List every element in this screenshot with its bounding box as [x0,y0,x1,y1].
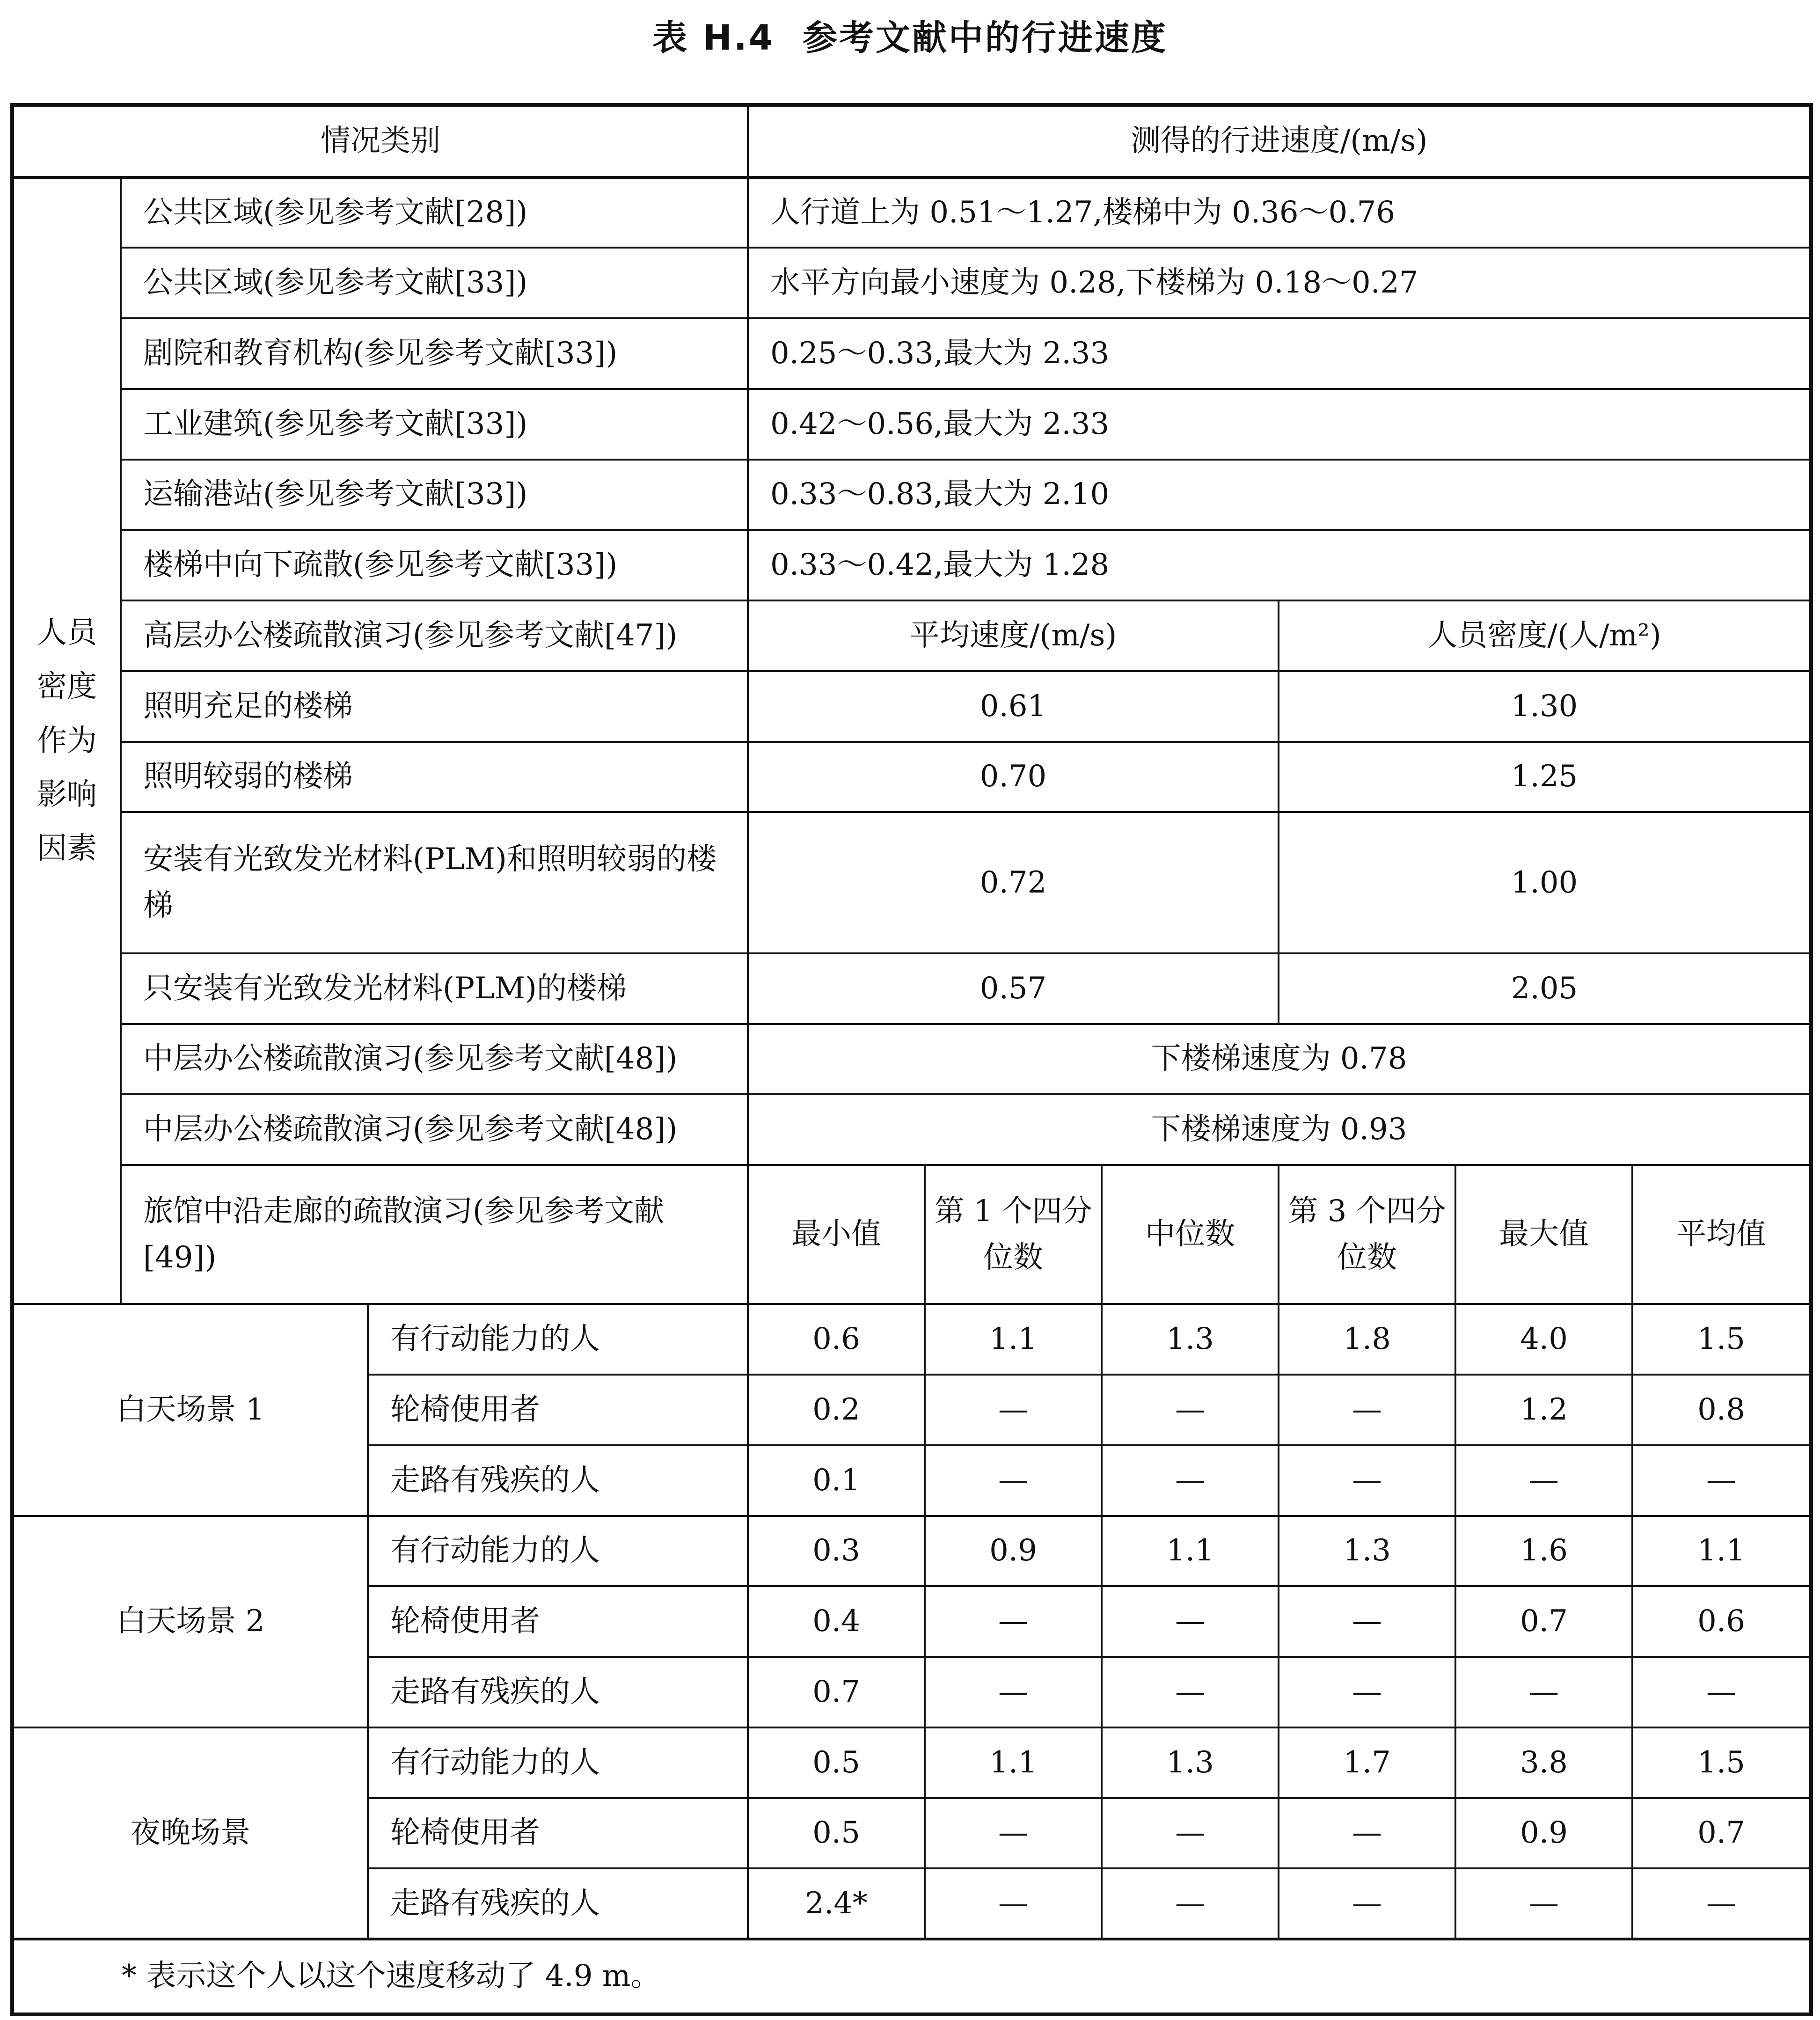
speed-value: 0.2 [748,1375,925,1445]
table-row [12,1304,1811,1375]
speed-value: 0.6 [1632,1586,1811,1657]
speed-value: — [1632,1868,1811,1939]
speed-value: — [1455,1657,1632,1727]
table-row [12,318,1811,389]
table-row [12,1165,1811,1304]
table-row [12,1516,1811,1587]
speed-value: — [1102,1868,1279,1939]
speed-value: 1.3 [1102,1304,1279,1375]
office-row-density: 2.05 [1279,953,1811,1024]
speed-value: 3.8 [1455,1727,1632,1798]
office-row-label: 只安装有光致发光材料(PLM)的楼梯 [121,953,748,1024]
speed-value: 1.5 [1632,1727,1811,1798]
group-label-line: 影响 [37,777,97,812]
office-row-speed: 0.57 [748,953,1279,1024]
speed-value: — [1632,1657,1811,1727]
group-label-line: 人员 [37,615,97,651]
table-row [12,460,1811,530]
travel-speed-table [10,103,1813,2016]
mid-row-label: 中层办公楼疏散演习(参见参考文献[48]) [121,1024,748,1095]
speed-value: 0.8 [1632,1375,1811,1445]
office-row-speed: 0.61 [748,671,1279,742]
speed-value: — [925,1375,1102,1445]
speed-value: — [1102,1657,1279,1727]
table-row [12,742,1811,812]
scenario-name: 夜晚场景 [12,1727,368,1939]
table-row [12,389,1811,460]
speed-value: — [1279,1868,1455,1939]
mid-row-label: 中层办公楼疏散演习(参见参考文献[48]) [121,1094,748,1165]
speed-value: — [925,1445,1102,1516]
person-type: 有行动能力的人 [368,1304,748,1375]
speed-value: 4.0 [1455,1304,1632,1375]
col-average-speed: 平均速度/(m/s) [748,600,1279,671]
row-label: 工业建筑(参见参考文献[33]) [121,389,748,460]
office-row-label: 照明充足的楼梯 [121,671,748,742]
table-row [12,671,1811,742]
hotel-col-header: 平均值 [1632,1165,1811,1304]
office-row-label: 安装有光致发光材料(PLM)和照明较弱的楼梯 [121,812,748,953]
scenario-name: 白天场景 1 [12,1304,368,1515]
table-row [12,953,1811,1024]
speed-value: 0.3 [748,1516,925,1587]
row-label: 运输港站(参见参考文献[33]) [121,460,748,530]
speed-value: 2.4* [748,1868,925,1939]
person-type: 轮椅使用者 [368,1586,748,1657]
speed-value: — [1455,1445,1632,1516]
speed-value: 1.1 [925,1304,1102,1375]
speed-value: — [1455,1868,1632,1939]
person-type: 有行动能力的人 [368,1727,748,1798]
mid-row-value: 下楼梯速度为 0.93 [748,1094,1811,1165]
speed-value: 0.5 [748,1727,925,1798]
group-label-line: 密度 [37,669,97,704]
table-row [12,1094,1811,1165]
header-category: 情况类别 [12,105,748,177]
speed-value: — [1102,1445,1279,1516]
hotel-col-header: 最大值 [1455,1165,1632,1304]
speed-value: — [1279,1657,1455,1727]
row-label: 剧院和教育机构(参见参考文献[33]) [121,318,748,389]
office-row-speed: 0.72 [748,812,1279,953]
speed-value: 0.6 [748,1304,925,1375]
speed-value: 1.1 [925,1727,1102,1798]
scenario-name: 白天场景 2 [12,1516,368,1727]
speed-value: 1.1 [1102,1516,1279,1587]
table-row [12,177,1811,248]
footnote: * 表示这个人以这个速度移动了 4.9 m。 [12,1939,1811,2014]
table-row [12,1939,1811,2014]
speed-value: 0.1 [748,1445,925,1516]
hotel-study-label: 旅馆中沿走廊的疏散演习(参见参考文献[49]) [121,1165,748,1304]
group-label [12,177,121,1304]
header-measured-speed: 测得的行进速度/(m/s) [748,105,1811,177]
speed-value: — [925,1657,1102,1727]
person-type: 轮椅使用者 [368,1798,748,1869]
office-study-label: 高层办公楼疏散演习(参见参考文献[47]) [121,600,748,671]
person-type: 走路有残疾的人 [368,1868,748,1939]
speed-value: 0.7 [1632,1798,1811,1869]
row-value: 0.33～0.42,最大为 1.28 [748,530,1811,600]
group-label-line: 作为 [37,723,97,758]
row-label: 楼梯中向下疏散(参见参考文献[33]) [121,530,748,600]
col-density: 人员密度/(人/m²) [1279,600,1811,671]
speed-value: — [925,1798,1102,1869]
speed-value: — [1279,1375,1455,1445]
speed-value: 0.7 [1455,1586,1632,1657]
office-row-speed: 0.70 [748,742,1279,812]
person-type: 轮椅使用者 [368,1375,748,1445]
page-title: 表 H.4 参考文献中的行进速度 [652,18,1168,58]
person-type: 走路有残疾的人 [368,1445,748,1516]
speed-value: 0.9 [1455,1798,1632,1869]
row-value: 0.42～0.56,最大为 2.33 [748,389,1811,460]
table-row [12,105,1811,177]
table-row [12,530,1811,600]
speed-value: — [1102,1375,1279,1445]
speed-value: 1.7 [1279,1727,1455,1798]
speed-value: 0.4 [748,1586,925,1657]
row-value: 0.33～0.83,最大为 2.10 [748,460,1811,530]
hotel-col-header: 第 3 个四分位数 [1279,1165,1455,1304]
speed-value: — [925,1868,1102,1939]
speed-value: 1.6 [1455,1516,1632,1587]
speed-value: — [1279,1798,1455,1869]
speed-value: — [1279,1586,1455,1657]
row-label: 公共区域(参见参考文献[33]) [121,248,748,318]
row-value: 人行道上为 0.51～1.27,楼梯中为 0.36～0.76 [748,177,1811,248]
mid-row-value: 下楼梯速度为 0.78 [748,1024,1811,1095]
row-value: 水平方向最小速度为 0.28,下楼梯为 0.18～0.27 [748,248,1811,318]
speed-value: — [925,1586,1102,1657]
table-row [12,1727,1811,1798]
hotel-col-header: 最小值 [748,1165,925,1304]
table-row [12,248,1811,318]
speed-value: 0.7 [748,1657,925,1727]
speed-value: 1.8 [1279,1304,1455,1375]
hotel-col-header: 中位数 [1102,1165,1279,1304]
person-type: 有行动能力的人 [368,1516,748,1587]
table-row [12,812,1811,953]
hotel-col-header: 第 1 个四分位数 [925,1165,1102,1304]
office-row-density: 1.30 [1279,671,1811,742]
speed-value: 1.2 [1455,1375,1632,1445]
table-row [12,600,1811,671]
speed-value: 0.5 [748,1798,925,1869]
speed-value: — [1102,1586,1279,1657]
speed-value: — [1102,1798,1279,1869]
person-type: 走路有残疾的人 [368,1657,748,1727]
speed-value: 1.3 [1279,1516,1455,1587]
speed-value: 1.3 [1102,1727,1279,1798]
table-row [12,1024,1811,1095]
office-row-density: 1.00 [1279,812,1811,953]
office-row-label: 照明较弱的楼梯 [121,742,748,812]
speed-value: — [1279,1445,1455,1516]
group-label-line: 因素 [37,831,97,866]
speed-value: 1.1 [1632,1516,1811,1587]
row-label: 公共区域(参见参考文献[28]) [121,177,748,248]
speed-value: 1.5 [1632,1304,1811,1375]
row-value: 0.25～0.33,最大为 2.33 [748,318,1811,389]
office-row-density: 1.25 [1279,742,1811,812]
speed-value: 0.9 [925,1516,1102,1587]
speed-value: — [1632,1445,1811,1516]
